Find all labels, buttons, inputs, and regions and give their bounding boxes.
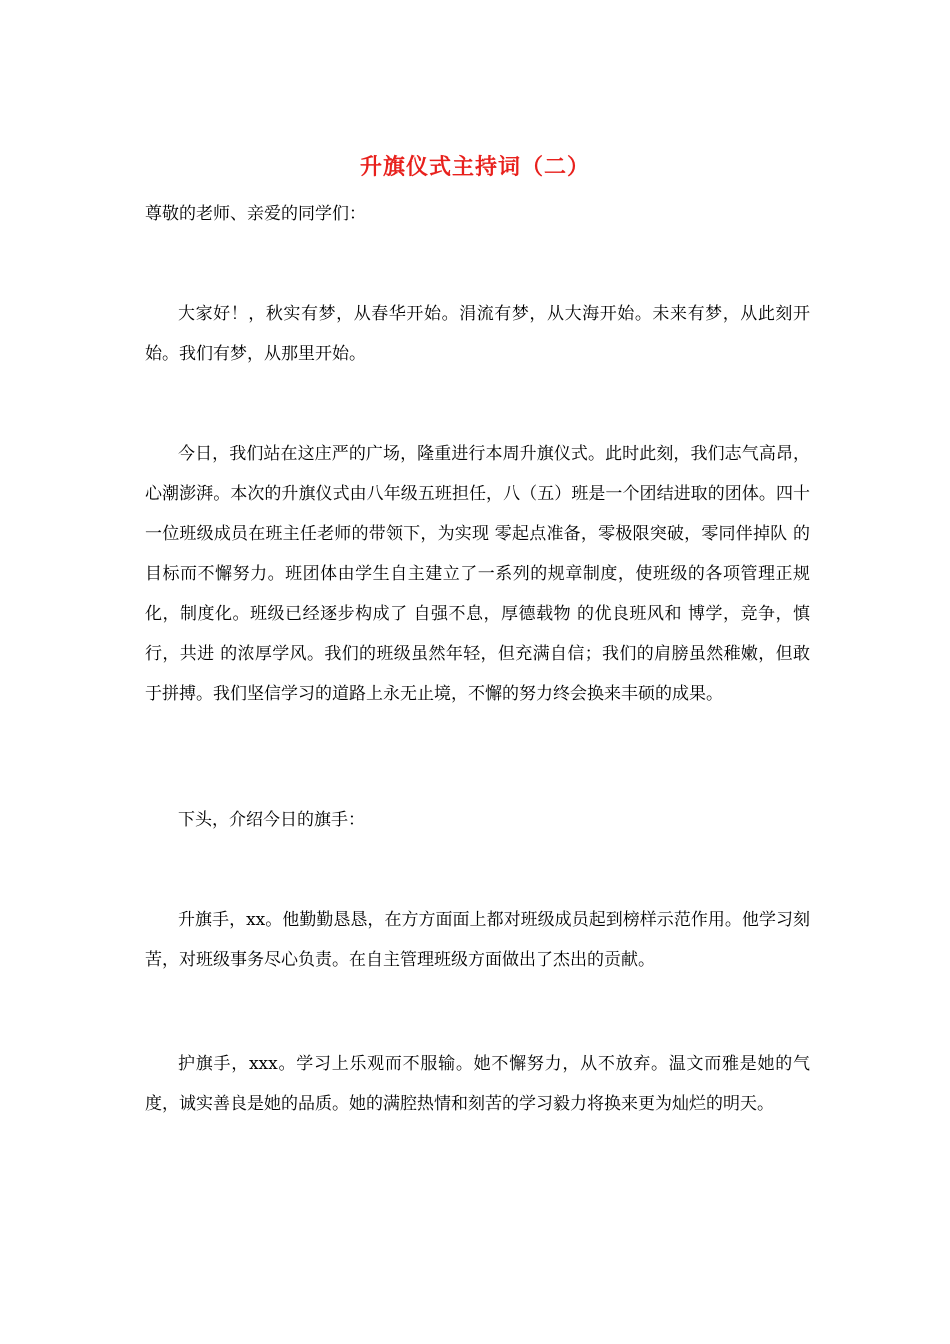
paragraph-flag-guard: 护旗手，xxx。学习上乐观而不服输。她不懈努力，从不放弃。温文而雅是她的气度，诚实善良是她的品质。她的满腔热情和刻苦的学习毅力将换来更为灿烂的明天。	[145, 1054, 810, 1114]
paragraph-class-introduction: 今日，我们站在这庄严的广场，隆重进行本周升旗仪式。此时此刻，我们志气高昂，心潮澎湃。本次的升旗仪式由八年级五班担任，八（五）班是一个团结进取的团体。四十一位班级成员在班主任老师的带领下，为实现 零起点准备，零极限突破，零同伴掉队 的目标而不懈努力。班团体由学生自主建立了一系列的规章制度，使班级的各项管理正规化，制度化。班级已经逐步构成了 自强不息，厚德载物 的优良班风和 博学，竞争，慎行，共进 的浓厚学风。我们的班级虽然年轻，但充满自信；我们的肩膀虽然稚嫩，但敢于拼搏。我们坚信学习的道路上永无止境，不懈的努力终会换来丰硕的成果。	[145, 444, 810, 704]
greeting-line: 尊敬的老师、亲爱的同学们：	[145, 204, 366, 224]
document-title: 升旗仪式主持词（二）	[359, 154, 590, 180]
paragraph-flag-raiser: 升旗手，xx。他勤勤恳恳，在方方面面上都对班级成员起到榜样示范作用。他学习刻苦，对班级事务尽心负责。在自主管理班级方面做出了杰出的贡献。	[145, 910, 810, 970]
paragraph-opening: 大家好！，秋实有梦，从春华开始。涓流有梦，从大海开始。未来有梦，从此刻开始。我们有梦，从那里开始。	[145, 304, 810, 364]
paragraph-flag-bearer-intro: 下头，介绍今日的旗手：	[178, 810, 365, 830]
